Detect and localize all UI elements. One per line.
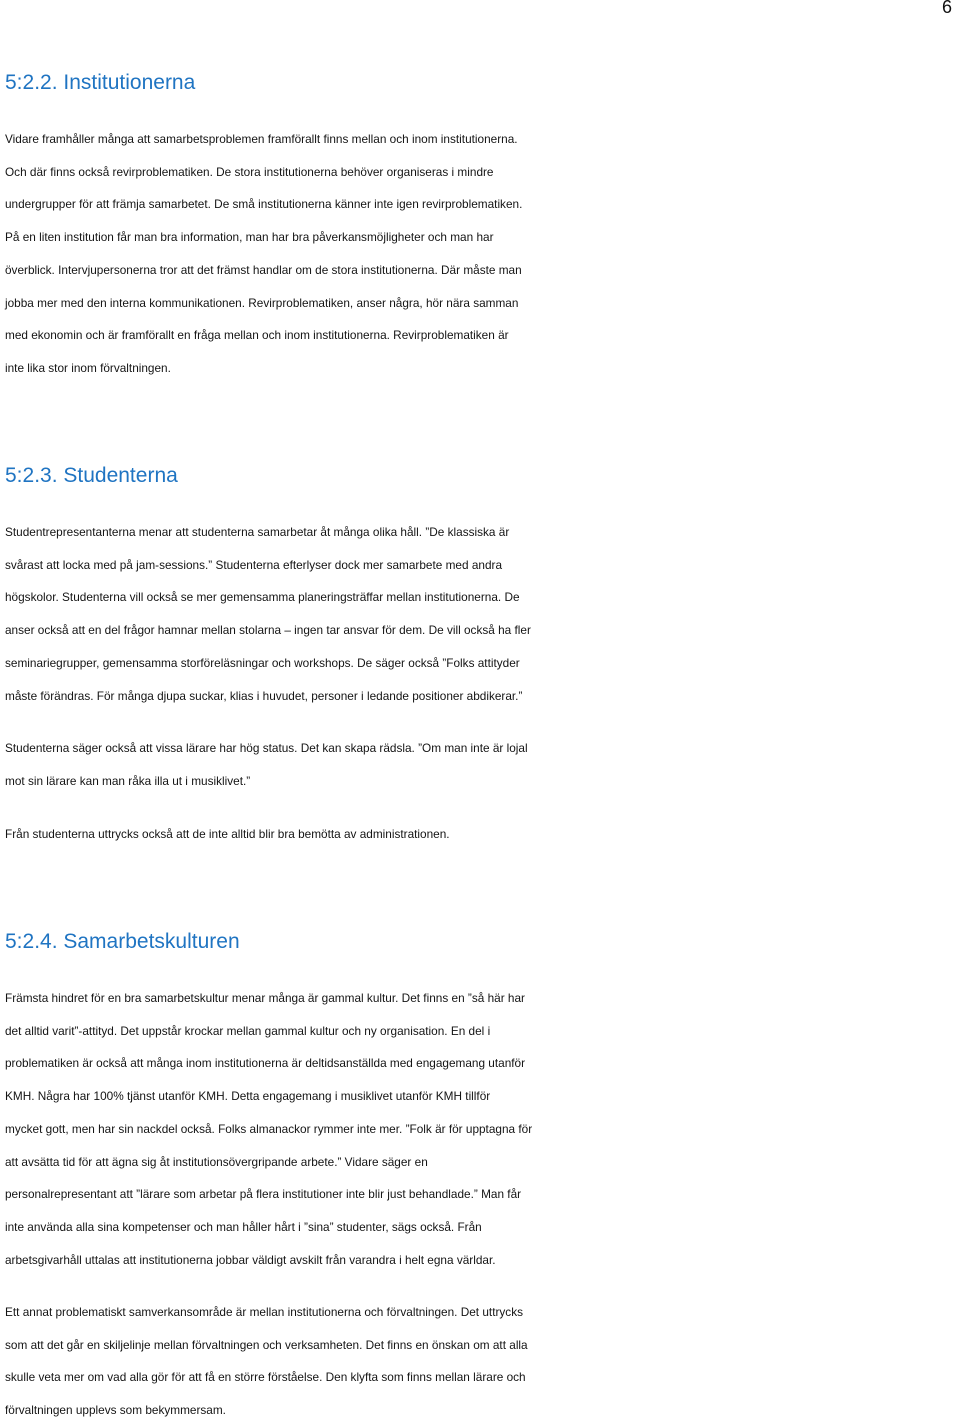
text-line: Vidare framhåller många att samarbetsproblemen framförallt finns mellan och inom institutionerna. (5, 132, 518, 146)
text-line: det alltid varit”-attityd. Det uppstår krockar mellan gammal kultur och ny organisation. En del i (5, 1023, 491, 1038)
text-line: inte lika stor inom förvaltningen. (5, 360, 171, 375)
section-heading-institutionerna: 5:2.2. Institutionerna (5, 71, 196, 94)
text-line: förvaltningen upplevs som bekymmersam. (5, 1403, 226, 1418)
paragraph-studenterna-2 (5, 732, 960, 797)
page-number: 6 (941, 0, 952, 17)
text-line: Studentrepresentanterna menar att studenterna samarbetar åt många olika håll. ”De klassiska är (5, 525, 510, 539)
text-line: måste förändras. För många djupa suckar, klias i huvudet, personer i ledande positioner abdikerar.” (5, 688, 523, 703)
text-line: undergrupper för att främja samarbetet. De små institutionerna känner inte igen revirproblematiken. (5, 197, 523, 212)
text-line: överblick. Intervjupersonerna tror att det främst handlar om de stora institutionerna. Där måste man (5, 262, 522, 277)
text-line: med ekonomin och är framförallt en fråga mellan och inom institutionerna. Revirproblematiken är (5, 328, 509, 343)
text-line: Från studenterna uttrycks också att de inte alltid blir bra bemötta av administrationen. (5, 827, 450, 841)
text-line: problematiken är också att många inom institutionerna är deltidsanställda med engagemang utanför (5, 1056, 526, 1071)
section-heading-studenterna: 5:2.3. Studenterna (5, 464, 178, 487)
text-line: Främsta hindret för en bra samarbetskultur menar många är gammal kultur. Det finns en ”så här har (5, 991, 525, 1005)
text-line: högskolor. Studenterna vill också se mer gemensamma planeringsträffar mellan institutionerna. De (5, 590, 520, 605)
text-line: Och där finns också revirproblematiken. De stora institutionerna behöver organiseras i mindre (5, 164, 494, 179)
paragraph-samarbetskulturen-2 (5, 1296, 960, 1427)
text-line: anser också att en del frågor hamnar mellan stolarna – ingen tar ansvar för dem. De vill också ha fler (5, 623, 531, 638)
text-line: skulle veta mer om vad alla gör för att få en större förståelse. Den klyfta som finns mellan lärare och (5, 1370, 526, 1385)
text-line: att avsätta tid för att ägna sig åt institutionsövergripande arbete.” Vidare säger en (5, 1154, 428, 1169)
text-line: seminariegrupper, gemensamma storföreläsningar och workshops. De säger också ”Folks attityder (5, 655, 520, 670)
text-line: svårast att locka med på jam-sessions.” Studenterna efterlyser dock mer samarbete med andra (5, 557, 503, 572)
paragraph-studenterna-3 (5, 818, 960, 851)
text-line: Studenterna säger också att vissa lärare har hög status. Det kan skapa rädsla. ”Om man inte är lojal (5, 741, 528, 755)
text-line: arbetsgivarhåll uttalas att institutionerna jobbar väldigt avskilt från varandra i helt egna världar. (5, 1252, 496, 1267)
text-line: På en liten institution får man bra information, man har bra påverkansmöjligheter och man har (5, 230, 494, 245)
text-line: personalrepresentant att ”lärare som arbetar på flera institutioner inte blir just behandlade.” Man får (5, 1187, 522, 1202)
paragraph-institutionerna (5, 123, 960, 385)
text-line: mot sin lärare kan man råka illa ut i musiklivet.” (5, 773, 251, 788)
paragraph-studenterna-1 (5, 516, 960, 712)
text-line: inte använda alla sina kompetenser och man håller hårt i ”sina” studenter, sägs också. Från (5, 1219, 482, 1234)
text-line: mycket gott, men har sin nackdel också. Folks almanackor rymmer inte mer. ”Folk är för upptagna för (5, 1121, 533, 1136)
section-heading-samarbetskulturen: 5:2.4. Samarbetskulturen (5, 930, 240, 953)
text-line: KMH. Några har 100% tjänst utanför KMH. Detta engagemang i musiklivet utanför KMH tillför (5, 1089, 491, 1104)
text-line: som att det går en skiljelinje mellan förvaltningen och verksamheten. Det finns en önskan om att alla (5, 1337, 528, 1352)
text-line: jobba mer med den interna kommunikationen. Revirproblematiken, anser några, hör nära samman (5, 295, 519, 310)
paragraph-samarbetskulturen-1 (5, 982, 960, 1276)
text-line: Ett annat problematiskt samverkansområde är mellan institutionerna och förvaltningen. Det uttrycks (5, 1305, 523, 1319)
